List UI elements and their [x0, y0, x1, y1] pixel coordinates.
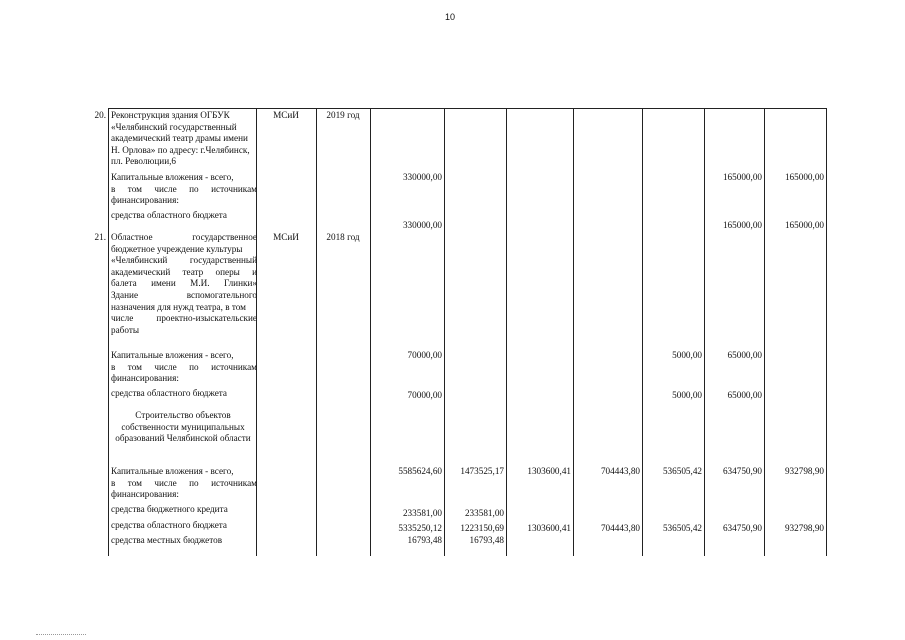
- amount: 65000,00: [727, 390, 762, 400]
- total-amount: 5335250,12: [398, 523, 442, 533]
- amount: 5000,00: [672, 350, 702, 360]
- total-amount: 70000,00: [407, 350, 442, 360]
- total-amount: 330000,00: [402, 172, 442, 182]
- amount: 1303600,41: [527, 466, 571, 476]
- ministry: МСиИ: [273, 110, 299, 120]
- amount: 536505,42: [662, 523, 702, 533]
- section-title: Строительство объектов собственности муниципальных образований Челябинской области: [115, 410, 251, 444]
- total-amount: 233581,00: [402, 508, 442, 518]
- column-divider: [764, 108, 765, 556]
- column-divider: [642, 108, 643, 556]
- row-number: 21.: [94, 232, 106, 242]
- amount: 536505,42: [662, 466, 702, 476]
- object-description: Областное государственное бюджетное учреждение культуры «Челябинский государственный академический театр оперы и балета имени М.И. Глинки» Здание вспомогательного назначения для нужд театра, в том числе проектно-изыскательские работы: [111, 232, 257, 335]
- amount: 165000,00: [784, 220, 824, 230]
- amount: 634750,90: [722, 466, 762, 476]
- regional-budget-label: средства областного бюджета: [111, 388, 227, 398]
- object-description: Реконструкция здания ОГБУК «Челябинский государственный академический театр драмы имени Н. Орлова» по адресу: г.Челябинск, пл. Революции,6: [111, 110, 250, 167]
- capital-investment-label: Капитальные вложения - всего, в том числе по источникам финансирования:: [111, 172, 257, 206]
- amount: 1223150,69: [460, 523, 504, 533]
- table-border-left: [108, 108, 109, 556]
- year: 2019 год: [326, 110, 360, 120]
- scan-artifact: [36, 634, 86, 635]
- table-border-right: [826, 108, 827, 556]
- amount: 16793,48: [469, 535, 504, 545]
- amount: 165000,00: [722, 220, 762, 230]
- amount: 65000,00: [727, 350, 762, 360]
- amount: 233581,00: [464, 508, 504, 518]
- regional-budget-label: средства областного бюджета: [111, 520, 227, 530]
- amount: 634750,90: [722, 523, 762, 533]
- total-amount: 16793,48: [407, 535, 442, 545]
- regional-budget-label: средства областного бюджета: [111, 210, 227, 220]
- amount: 932798,90: [784, 523, 824, 533]
- amount: 165000,00: [722, 172, 762, 182]
- amount: 5000,00: [672, 390, 702, 400]
- column-divider: [444, 108, 445, 556]
- total-amount: 70000,00: [407, 390, 442, 400]
- local-budget-label: средства местных бюджетов: [111, 535, 223, 545]
- amount: 165000,00: [784, 172, 824, 182]
- column-divider: [506, 108, 507, 556]
- capital-investment-label: Капитальные вложения - всего, в том числе по источникам финансирования:: [111, 466, 257, 500]
- table-border-top: [108, 108, 826, 109]
- total-amount: 330000,00: [402, 220, 442, 230]
- capital-investment-label: Капитальные вложения - всего, в том числе по источникам финансирования:: [111, 350, 257, 384]
- row-number: 20.: [94, 110, 106, 120]
- amount: 1473525,17: [460, 466, 504, 476]
- column-divider: [370, 108, 371, 556]
- amount: 932798,90: [784, 466, 824, 476]
- ministry: МСиИ: [273, 232, 299, 242]
- amount: 704443,80: [600, 466, 640, 476]
- column-divider: [316, 108, 317, 556]
- page-number: 10: [445, 12, 456, 22]
- amount: 704443,80: [600, 523, 640, 533]
- column-divider: [704, 108, 705, 556]
- budget-credit-label: средства бюджетного кредита: [111, 504, 228, 514]
- total-amount: 5585624,60: [398, 466, 442, 476]
- amount: 1303600,41: [527, 523, 571, 533]
- column-divider: [573, 108, 574, 556]
- year: 2018 год: [326, 232, 360, 242]
